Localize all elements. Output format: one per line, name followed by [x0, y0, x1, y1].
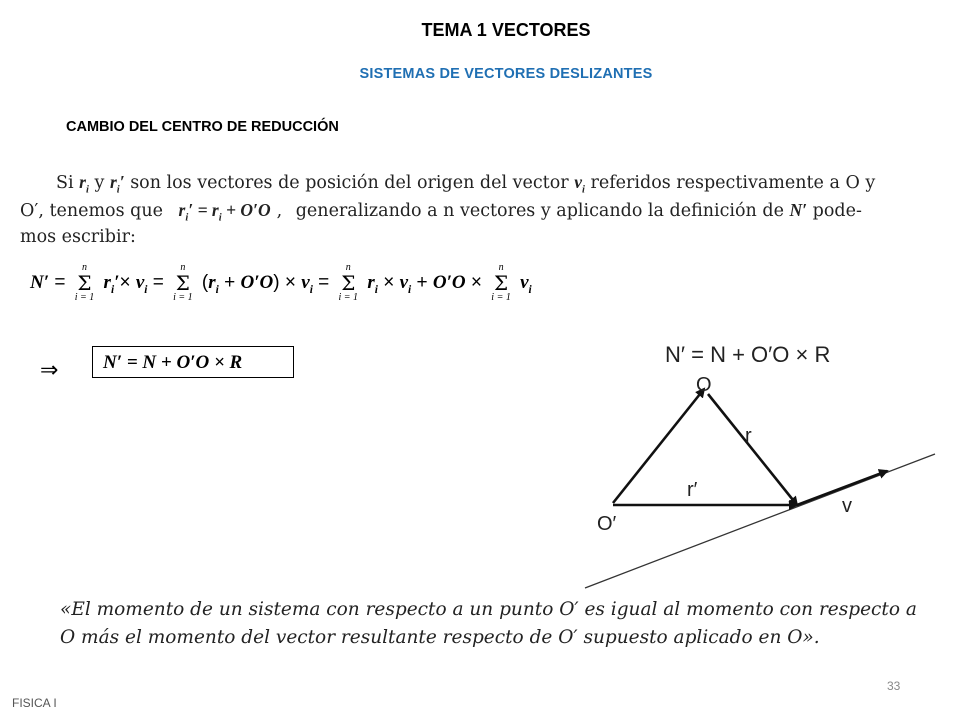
section-heading: CAMBIO DEL CENTRO DE REDUCCIÓN	[66, 119, 339, 135]
footer-course: FISICA I	[12, 696, 57, 710]
text-line2-end: pode-	[812, 201, 862, 221]
paragraph-line-1: Si $r_i$ y $r_i'$ son los vectores de posición del origen del vector $v_i$ referidos respectivamente a O y	[56, 172, 876, 196]
main-equation: N′ = n Σ i = 1 $r_i'\times v_i$ = n Σ i = 1 $(r_i + O'O) \times v_i$ = n Σ i = 1 $r_i \times v_i + O'O$ × n Σ i = 1 $v_i$	[30, 262, 532, 303]
page-subtitle: SISTEMAS DE VECTORES DESLIZANTES	[359, 66, 653, 82]
paragraph-line-2: O′, tenemos que $r_i' = r_i + O'O$ , generalizando a n vectores y aplicando la definición de N′ pode-	[20, 200, 862, 224]
diagram-formula: N′ = N + O′O × R	[665, 342, 831, 367]
ri-label: r	[745, 425, 752, 447]
vi-label: v	[842, 495, 852, 517]
summation-2: n Σ i = 1	[173, 262, 193, 303]
summation-3: n Σ i = 1	[338, 262, 359, 303]
text-line2-mid: generalizando a n vectores y aplicando la definición de	[295, 201, 784, 221]
summation-4: n Σ i = 1	[491, 262, 511, 303]
summation-1: n Σ i = 1	[74, 262, 95, 303]
text-y: y	[94, 173, 105, 193]
text-line1-mid: son los vectores de posición del origen del vector	[130, 173, 569, 193]
page-title: TEMA 1 VECTORES	[421, 20, 591, 40]
text-line2-start: O′, tenemos que	[20, 201, 163, 221]
point-o-label: O	[696, 374, 712, 396]
vector-ri-arrow	[708, 394, 797, 505]
page-number: 33	[887, 679, 901, 693]
quote-text: «El momento de un sistema con respecto a un punto O′ es igual al momento con respecto a O más el momento del vector resultante respecto de O′ supuesto aplicado en O».	[60, 599, 917, 648]
boxed-equation: N′ = N + O′O × R	[92, 346, 294, 378]
point-o-prime-label: O′	[597, 513, 617, 535]
implies-arrow-icon: ⇒	[40, 358, 59, 383]
vector-diagram	[575, 330, 960, 592]
text-si: Si	[56, 173, 74, 193]
ri-prime-label: r′	[687, 479, 698, 501]
paragraph-line-3: mos escribir:	[20, 227, 136, 247]
text-line1-end: referidos respectivamente a O y	[590, 173, 876, 193]
